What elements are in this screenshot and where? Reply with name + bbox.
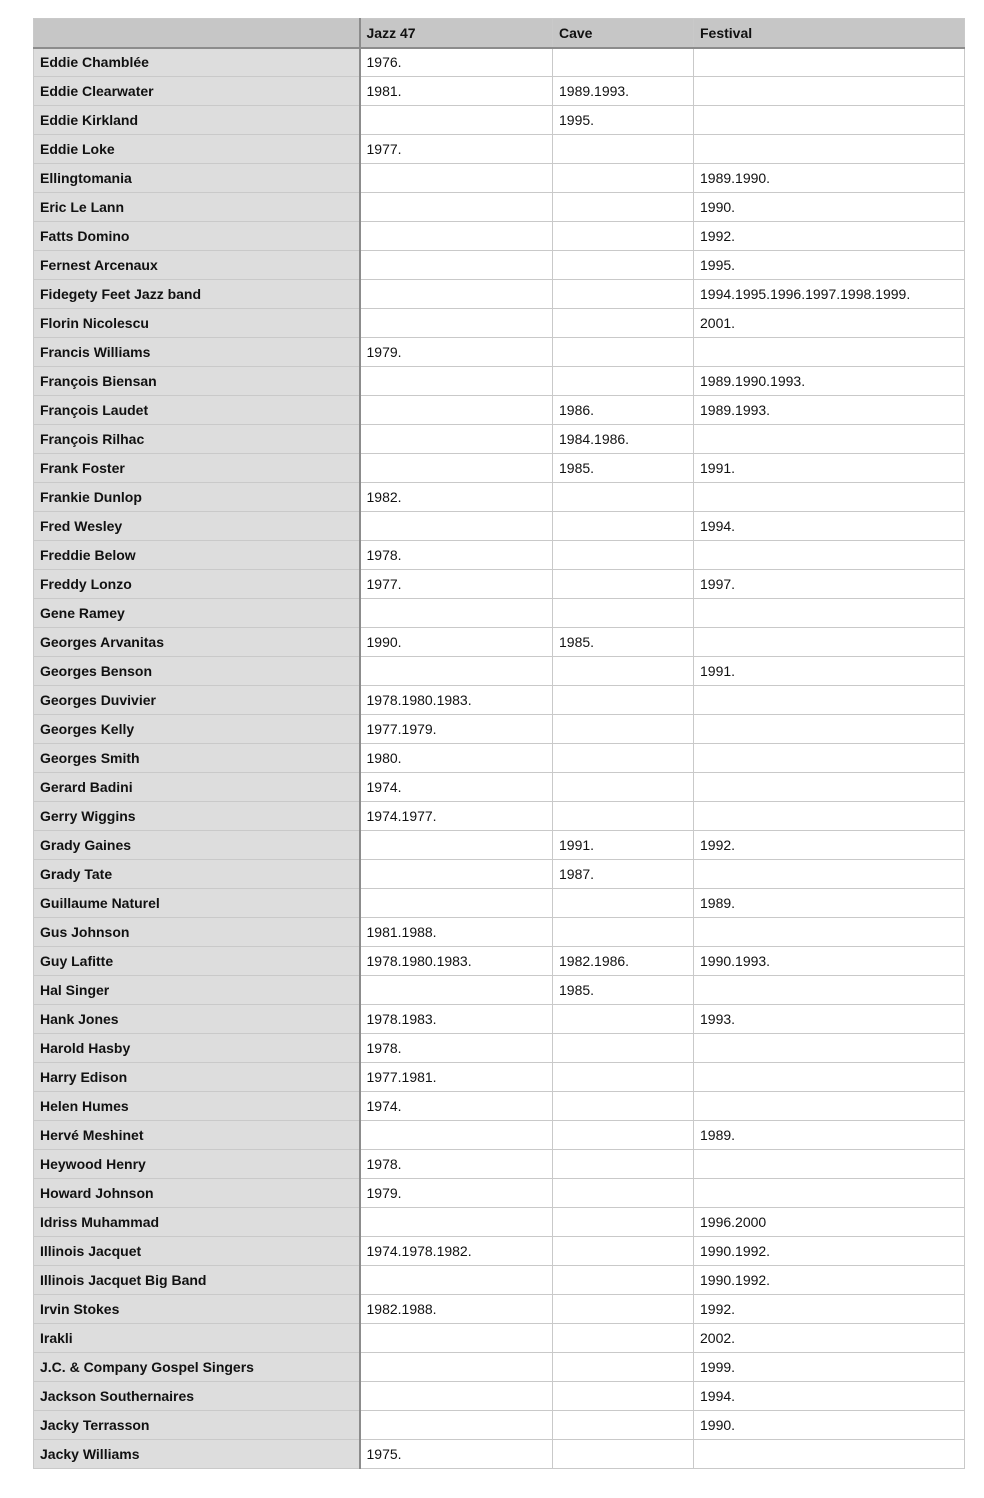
cave-cell[interactable]: [553, 135, 694, 164]
table-row: [34, 1005, 965, 1034]
jazz-47-cell[interactable]: 1977.1981.: [360, 1063, 553, 1092]
table-row: [34, 860, 965, 889]
table-row: [34, 1237, 965, 1266]
artist-name-cell[interactable]: Jackson Southernaires: [34, 1382, 360, 1411]
cave-cell[interactable]: [553, 48, 694, 77]
festival-cell[interactable]: 1989.1990.: [694, 164, 965, 193]
table-row: [34, 802, 965, 831]
festival-cell[interactable]: [694, 77, 965, 106]
jazz-47-cell[interactable]: 1981.1988.: [360, 918, 553, 947]
artist-name-cell[interactable]: Fatts Domino: [34, 222, 360, 251]
table-row: [34, 773, 965, 802]
festival-cell[interactable]: 1990.1992.: [694, 1237, 965, 1266]
jazz-47-cell[interactable]: [360, 512, 553, 541]
jazz-47-cell[interactable]: 1978.: [360, 1150, 553, 1179]
artist-name-cell[interactable]: Illinois Jacquet Big Band: [34, 1266, 360, 1295]
festival-cell[interactable]: 2001.: [694, 309, 965, 338]
table-row: [34, 1440, 965, 1469]
jazz-47-cell[interactable]: [360, 1208, 553, 1237]
artist-name-cell[interactable]: François Biensan: [34, 367, 360, 396]
jazz-47-cell[interactable]: 1976.: [360, 48, 553, 77]
artist-name-cell[interactable]: Freddie Below: [34, 541, 360, 570]
artist-name-cell[interactable]: Harry Edison: [34, 1063, 360, 1092]
festival-cell[interactable]: [694, 744, 965, 773]
jazz-47-cell[interactable]: [360, 396, 553, 425]
artist-name-cell[interactable]: Helen Humes: [34, 1092, 360, 1121]
table-header: [34, 19, 965, 48]
jazz-47-cell[interactable]: [360, 831, 553, 860]
jazz-47-cell[interactable]: 1974.: [360, 1092, 553, 1121]
jazz-47-cell[interactable]: [360, 860, 553, 889]
table-row: [34, 1353, 965, 1382]
cave-cell[interactable]: [553, 599, 694, 628]
festival-cell[interactable]: 1989.1993.: [694, 396, 965, 425]
festival-cell[interactable]: 1989.: [694, 889, 965, 918]
artist-name-cell[interactable]: Eddie Loke: [34, 135, 360, 164]
jazz-47-cell[interactable]: [360, 367, 553, 396]
artist-name-cell[interactable]: Georges Smith: [34, 744, 360, 773]
artist-name-cell[interactable]: Jacky Williams: [34, 1440, 360, 1469]
table-row: [34, 106, 965, 135]
table-row: [34, 425, 965, 454]
festival-cell[interactable]: 1995.: [694, 251, 965, 280]
table-row: [34, 570, 965, 599]
table-row: [34, 1150, 965, 1179]
artist-name-cell[interactable]: François Rilhac: [34, 425, 360, 454]
table-row: [34, 512, 965, 541]
jazz-47-cell[interactable]: 1974.1977.: [360, 802, 553, 831]
artist-name-cell[interactable]: Guy Lafitte: [34, 947, 360, 976]
festival-cell[interactable]: [694, 715, 965, 744]
festival-cell[interactable]: [694, 425, 965, 454]
artist-name-cell[interactable]: Eddie Kirkland: [34, 106, 360, 135]
cave-cell[interactable]: 1985.: [553, 628, 694, 657]
jazz-47-cell[interactable]: [360, 454, 553, 483]
festival-cell[interactable]: [694, 686, 965, 715]
jazz-47-cell[interactable]: 1977.: [360, 135, 553, 164]
artist-name-cell[interactable]: Idriss Muhammad: [34, 1208, 360, 1237]
table-row: [34, 1266, 965, 1295]
artist-name-cell[interactable]: Georges Duvivier: [34, 686, 360, 715]
table-row: [34, 396, 965, 425]
festival-cell[interactable]: 1990.: [694, 193, 965, 222]
cave-cell[interactable]: [553, 512, 694, 541]
festival-cell[interactable]: 1999.: [694, 1353, 965, 1382]
jazz-47-cell[interactable]: 1977.1979.: [360, 715, 553, 744]
table-row: [34, 1121, 965, 1150]
jazz-47-cell[interactable]: 1990.: [360, 628, 553, 657]
artist-name-cell[interactable]: J.C. & Company Gospel Singers: [34, 1353, 360, 1382]
table-row: [34, 744, 965, 773]
artist-name-cell[interactable]: Irakli: [34, 1324, 360, 1353]
cave-cell[interactable]: [553, 773, 694, 802]
artist-name-cell[interactable]: Fred Wesley: [34, 512, 360, 541]
cave-cell[interactable]: [553, 367, 694, 396]
artist-name-cell[interactable]: Gene Ramey: [34, 599, 360, 628]
table-row: [34, 1179, 965, 1208]
cave-cell[interactable]: [553, 1208, 694, 1237]
artist-name-cell[interactable]: Fernest Arcenaux: [34, 251, 360, 280]
artist-name-cell[interactable]: Georges Benson: [34, 657, 360, 686]
spreadsheet-table: [33, 18, 965, 1469]
festival-cell[interactable]: 1992.: [694, 1295, 965, 1324]
cave-cell[interactable]: 1995.: [553, 106, 694, 135]
table-row: [34, 222, 965, 251]
table-row: [34, 193, 965, 222]
table-row: [34, 164, 965, 193]
table-row: [34, 889, 965, 918]
table-row: [34, 135, 965, 164]
festival-cell[interactable]: 1990.1992.: [694, 1266, 965, 1295]
table-row: [34, 251, 965, 280]
artist-name-cell[interactable]: Gerard Badini: [34, 773, 360, 802]
jazz-47-cell[interactable]: 1982.: [360, 483, 553, 512]
jazz-47-cell[interactable]: [360, 976, 553, 1005]
artist-name-cell[interactable]: François Laudet: [34, 396, 360, 425]
table-row: [34, 1208, 965, 1237]
jazz-47-cell[interactable]: 1978.: [360, 1034, 553, 1063]
festival-cell[interactable]: [694, 541, 965, 570]
jazz-47-cell[interactable]: 1978.: [360, 541, 553, 570]
header-festival[interactable]: Festival: [694, 19, 965, 48]
cave-cell[interactable]: [553, 889, 694, 918]
table-row: [34, 686, 965, 715]
jazz-47-cell[interactable]: [360, 1324, 553, 1353]
festival-cell[interactable]: 1994.: [694, 512, 965, 541]
cave-cell[interactable]: [553, 1237, 694, 1266]
cave-cell[interactable]: [553, 1150, 694, 1179]
festival-cell[interactable]: 1992.: [694, 831, 965, 860]
jazz-47-cell[interactable]: [360, 280, 553, 309]
artist-name-cell[interactable]: Frank Foster: [34, 454, 360, 483]
table-row: [34, 483, 965, 512]
table-row: [34, 715, 965, 744]
jazz-47-cell[interactable]: [360, 1121, 553, 1150]
jazz-47-cell[interactable]: [360, 106, 553, 135]
cave-cell[interactable]: 1987.: [553, 860, 694, 889]
artist-name-cell[interactable]: Howard Johnson: [34, 1179, 360, 1208]
table-row: [34, 628, 965, 657]
table-row: [34, 77, 965, 106]
artist-name-cell[interactable]: Hervé Meshinet: [34, 1121, 360, 1150]
table-body: [34, 48, 965, 1469]
festival-cell[interactable]: [694, 1063, 965, 1092]
jazz-47-cell[interactable]: 1974.1978.1982.: [360, 1237, 553, 1266]
cave-cell[interactable]: [553, 1353, 694, 1382]
jazz-47-cell[interactable]: 1981.: [360, 77, 553, 106]
festival-cell[interactable]: 1991.: [694, 657, 965, 686]
cave-cell[interactable]: [553, 193, 694, 222]
festival-cell[interactable]: [694, 628, 965, 657]
cave-cell[interactable]: [553, 1295, 694, 1324]
cave-cell[interactable]: [553, 1121, 694, 1150]
jazz-47-cell[interactable]: [360, 251, 553, 280]
cave-cell[interactable]: [553, 222, 694, 251]
cave-cell[interactable]: 1991.: [553, 831, 694, 860]
artist-name-cell[interactable]: Grady Tate: [34, 860, 360, 889]
cave-cell[interactable]: 1985.: [553, 976, 694, 1005]
artist-name-cell[interactable]: Guillaume Naturel: [34, 889, 360, 918]
cave-cell[interactable]: 1985.: [553, 454, 694, 483]
festival-cell[interactable]: 1990.: [694, 1411, 965, 1440]
table-row: [34, 1034, 965, 1063]
artist-name-cell[interactable]: Ellingtomania: [34, 164, 360, 193]
table-row: [34, 831, 965, 860]
artist-name-cell[interactable]: Gerry Wiggins: [34, 802, 360, 831]
cave-cell[interactable]: [553, 1382, 694, 1411]
header-corner-cell[interactable]: [34, 19, 360, 48]
jazz-47-cell[interactable]: [360, 1382, 553, 1411]
jazz-47-cell[interactable]: 1977.: [360, 570, 553, 599]
jazz-47-cell[interactable]: [360, 193, 553, 222]
table-row: [34, 541, 965, 570]
artist-name-cell[interactable]: Georges Kelly: [34, 715, 360, 744]
festival-cell[interactable]: 1997.: [694, 570, 965, 599]
table-row: [34, 280, 965, 309]
artist-name-cell[interactable]: Georges Arvanitas: [34, 628, 360, 657]
table-row: [34, 454, 965, 483]
jazz-47-cell[interactable]: [360, 1411, 553, 1440]
cave-cell[interactable]: [553, 483, 694, 512]
festival-cell[interactable]: [694, 1440, 965, 1469]
table-row: [34, 48, 965, 77]
festival-cell[interactable]: [694, 773, 965, 802]
festival-cell[interactable]: 1996.2000: [694, 1208, 965, 1237]
table-row: [34, 1063, 965, 1092]
cave-cell[interactable]: [553, 686, 694, 715]
festival-cell[interactable]: 1989.: [694, 1121, 965, 1150]
table-row: [34, 1092, 965, 1121]
table-row: [34, 1324, 965, 1353]
jazz-47-cell[interactable]: 1979.: [360, 338, 553, 367]
cave-cell[interactable]: [553, 309, 694, 338]
festival-cell[interactable]: [694, 106, 965, 135]
festival-cell[interactable]: [694, 976, 965, 1005]
jazz-47-cell[interactable]: [360, 1266, 553, 1295]
jazz-47-cell[interactable]: [360, 164, 553, 193]
cave-cell[interactable]: [553, 715, 694, 744]
table-row: [34, 657, 965, 686]
festival-cell[interactable]: 1994.: [694, 1382, 965, 1411]
festival-cell[interactable]: 2002.: [694, 1324, 965, 1353]
cave-cell[interactable]: [553, 338, 694, 367]
cave-cell[interactable]: [553, 1092, 694, 1121]
artist-name-cell[interactable]: Illinois Jacquet: [34, 1237, 360, 1266]
artist-name-cell[interactable]: Harold Hasby: [34, 1034, 360, 1063]
table-row: [34, 947, 965, 976]
cave-cell[interactable]: [553, 570, 694, 599]
header-row: [34, 19, 965, 48]
table-row: [34, 976, 965, 1005]
cave-cell[interactable]: 1984.1986.: [553, 425, 694, 454]
cave-cell[interactable]: [553, 1411, 694, 1440]
cave-cell[interactable]: 1989.1993.: [553, 77, 694, 106]
festival-cell[interactable]: 1989.1990.1993.: [694, 367, 965, 396]
artist-name-cell[interactable]: Fidegety Feet Jazz band: [34, 280, 360, 309]
artist-name-cell[interactable]: Freddy Lonzo: [34, 570, 360, 599]
artist-name-cell[interactable]: Hal Singer: [34, 976, 360, 1005]
cave-cell[interactable]: [553, 1005, 694, 1034]
cave-cell[interactable]: [553, 164, 694, 193]
festival-cell[interactable]: 1993.: [694, 1005, 965, 1034]
festival-cell[interactable]: [694, 483, 965, 512]
artist-name-cell[interactable]: Grady Gaines: [34, 831, 360, 860]
festival-cell[interactable]: [694, 918, 965, 947]
table-row: [34, 1382, 965, 1411]
jazz-47-cell[interactable]: [360, 222, 553, 251]
festival-cell[interactable]: [694, 599, 965, 628]
jazz-47-cell[interactable]: [360, 889, 553, 918]
table-row: [34, 338, 965, 367]
artist-name-cell[interactable]: Hank Jones: [34, 1005, 360, 1034]
festival-cell[interactable]: [694, 48, 965, 77]
festival-cell[interactable]: [694, 802, 965, 831]
artist-name-cell[interactable]: Eric Le Lann: [34, 193, 360, 222]
jazz-47-cell[interactable]: 1979.: [360, 1179, 553, 1208]
jazz-47-cell[interactable]: [360, 599, 553, 628]
cave-cell[interactable]: 1986.: [553, 396, 694, 425]
artist-name-cell[interactable]: Francis Williams: [34, 338, 360, 367]
table-row: [34, 367, 965, 396]
festival-cell[interactable]: [694, 135, 965, 164]
artist-name-cell[interactable]: Eddie Clearwater: [34, 77, 360, 106]
festival-cell[interactable]: [694, 338, 965, 367]
festival-cell[interactable]: 1994.1995.1996.1997.1998.1999.: [694, 280, 965, 309]
festival-cell[interactable]: 1992.: [694, 222, 965, 251]
cave-cell[interactable]: 1982.1986.: [553, 947, 694, 976]
cave-cell[interactable]: [553, 1440, 694, 1469]
festival-cell[interactable]: 1991.: [694, 454, 965, 483]
jazz-47-cell[interactable]: 1975.: [360, 1440, 553, 1469]
cave-cell[interactable]: [553, 1179, 694, 1208]
artist-name-cell[interactable]: Florin Nicolescu: [34, 309, 360, 338]
header-jazz-47[interactable]: Jazz 47: [360, 19, 553, 48]
jazz-47-cell[interactable]: 1978.1980.1983.: [360, 686, 553, 715]
table-row: [34, 309, 965, 338]
festival-cell[interactable]: [694, 860, 965, 889]
artist-name-cell[interactable]: Jacky Terrasson: [34, 1411, 360, 1440]
festival-cell[interactable]: [694, 1034, 965, 1063]
jazz-47-cell[interactable]: 1978.1983.: [360, 1005, 553, 1034]
table-row: [34, 1295, 965, 1324]
jazz-47-cell[interactable]: [360, 425, 553, 454]
artist-name-cell[interactable]: Frankie Dunlop: [34, 483, 360, 512]
jazz-47-cell[interactable]: 1974.: [360, 773, 553, 802]
jazz-47-cell[interactable]: [360, 1353, 553, 1382]
cave-cell[interactable]: [553, 657, 694, 686]
cave-cell[interactable]: [553, 1034, 694, 1063]
cave-cell[interactable]: [553, 280, 694, 309]
cave-cell[interactable]: [553, 1324, 694, 1353]
cave-cell[interactable]: [553, 744, 694, 773]
jazz-47-cell[interactable]: 1982.1988.: [360, 1295, 553, 1324]
artist-name-cell[interactable]: Eddie Chamblée: [34, 48, 360, 77]
cave-cell[interactable]: [553, 251, 694, 280]
festival-cell[interactable]: [694, 1179, 965, 1208]
table-row: [34, 918, 965, 947]
artist-name-cell[interactable]: Gus Johnson: [34, 918, 360, 947]
cave-cell[interactable]: [553, 1266, 694, 1295]
table-row: [34, 1411, 965, 1440]
cave-cell[interactable]: [553, 802, 694, 831]
festival-cell[interactable]: [694, 1150, 965, 1179]
header-cave[interactable]: Cave: [553, 19, 694, 48]
jazz-47-cell[interactable]: [360, 657, 553, 686]
jazz-47-cell[interactable]: [360, 309, 553, 338]
artist-name-cell[interactable]: Irvin Stokes: [34, 1295, 360, 1324]
table-row: [34, 599, 965, 628]
cave-cell[interactable]: [553, 1063, 694, 1092]
cave-cell[interactable]: [553, 541, 694, 570]
festival-cell[interactable]: 1990.1993.: [694, 947, 965, 976]
artist-name-cell[interactable]: Heywood Henry: [34, 1150, 360, 1179]
jazz-47-cell[interactable]: 1978.1980.1983.: [360, 947, 553, 976]
festival-cell[interactable]: [694, 1092, 965, 1121]
cave-cell[interactable]: [553, 918, 694, 947]
jazz-47-cell[interactable]: 1980.: [360, 744, 553, 773]
